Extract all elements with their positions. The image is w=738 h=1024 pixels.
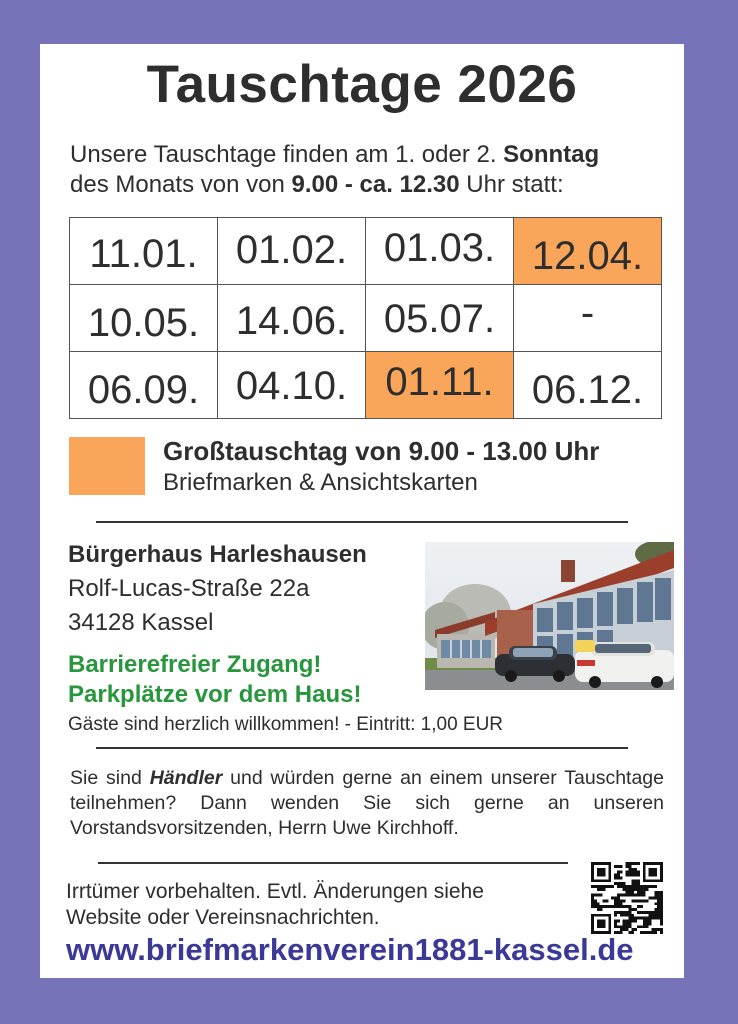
qr-code-graphic bbox=[591, 862, 663, 934]
dealer-bold: Händler bbox=[149, 767, 223, 789]
date-cell bbox=[514, 352, 662, 419]
date-cell bbox=[70, 218, 218, 285]
date-cell bbox=[218, 352, 366, 419]
flyer-card bbox=[40, 44, 684, 978]
intro-time: 9.00 - ca. 12.30 bbox=[291, 171, 460, 198]
date-text: 14.06. bbox=[235, 299, 348, 343]
venue-city: 34128 Kassel bbox=[68, 609, 214, 636]
dates-row bbox=[70, 352, 662, 419]
venue-name: Bürgerhaus Harleshausen bbox=[68, 541, 367, 568]
date-cell bbox=[366, 218, 514, 285]
date-text: 01.03. bbox=[383, 226, 496, 270]
building-photo-illustration bbox=[425, 542, 674, 690]
date-text: 10.05. bbox=[87, 301, 200, 345]
date-text: 11.01. bbox=[89, 232, 198, 276]
date-text: 01.11. bbox=[385, 360, 494, 404]
date-cell bbox=[70, 352, 218, 419]
date-cell bbox=[70, 285, 218, 352]
date-cell bbox=[366, 352, 514, 419]
date-text: 04.10. bbox=[235, 364, 348, 408]
intro-line2: des Monats von von bbox=[70, 171, 292, 198]
website-url[interactable]: www.briefmarkenverein1881-kassel.de bbox=[66, 932, 634, 967]
date-text: 01.02. bbox=[235, 228, 348, 272]
date-text: 12.04. bbox=[531, 234, 644, 278]
qr-code bbox=[591, 862, 663, 934]
date-cell bbox=[514, 285, 662, 352]
dates-table bbox=[69, 217, 662, 419]
intro-sunday: Sonntag bbox=[503, 141, 600, 168]
building-photo bbox=[425, 542, 674, 690]
date-text: 05.07. bbox=[383, 297, 496, 341]
date-cell bbox=[218, 218, 366, 285]
dates-row bbox=[70, 285, 662, 352]
date-cell bbox=[514, 218, 662, 285]
legend-title: Großtauschtag von 9.00 - 13.00 Uhr bbox=[163, 436, 600, 466]
disclaimer-line1: Irrtümer vorbehalten. Evtl. Änderungen siehe bbox=[66, 880, 484, 903]
date-text: 06.09. bbox=[87, 368, 200, 412]
date-text: 06.12. bbox=[531, 368, 644, 412]
accessibility-line: Barrierefreier Zugang! bbox=[68, 651, 322, 678]
date-cell bbox=[218, 285, 366, 352]
dates-row bbox=[70, 218, 662, 285]
divider bbox=[96, 747, 628, 749]
divider bbox=[96, 521, 628, 523]
dealer-info bbox=[70, 766, 664, 841]
legend-swatch bbox=[69, 437, 145, 495]
legend-subtitle: Briefmarken & Ansichtskarten bbox=[163, 469, 478, 496]
dealer-post: und würden gerne an einem unserer Tauschtage teilnehmen? Dann wenden Sie sich gerne an unseren Vorstandsvorsitzenden, Herrn Uwe Kirchhoff. bbox=[70, 767, 664, 839]
disclaimer-line2: Website oder Vereinsnachrichten. bbox=[66, 906, 380, 929]
intro-text bbox=[70, 140, 680, 200]
intro-line2-end: Uhr statt: bbox=[459, 171, 564, 198]
guests-note: Gäste sind herzlich willkommen! - Eintritt: 1,00 EUR bbox=[68, 714, 504, 735]
page-title: Tauschtage 2026 bbox=[146, 55, 578, 114]
date-text: - bbox=[580, 291, 595, 335]
divider bbox=[98, 862, 568, 864]
dealer-pre: Sie sind bbox=[70, 767, 150, 789]
parking-line: Parkplätze vor dem Haus! bbox=[68, 681, 362, 708]
date-cell bbox=[366, 285, 514, 352]
intro-line1: Unsere Tauschtage finden am 1. oder 2. bbox=[70, 141, 504, 168]
venue-street: Rolf-Lucas-Straße 22a bbox=[68, 575, 310, 602]
